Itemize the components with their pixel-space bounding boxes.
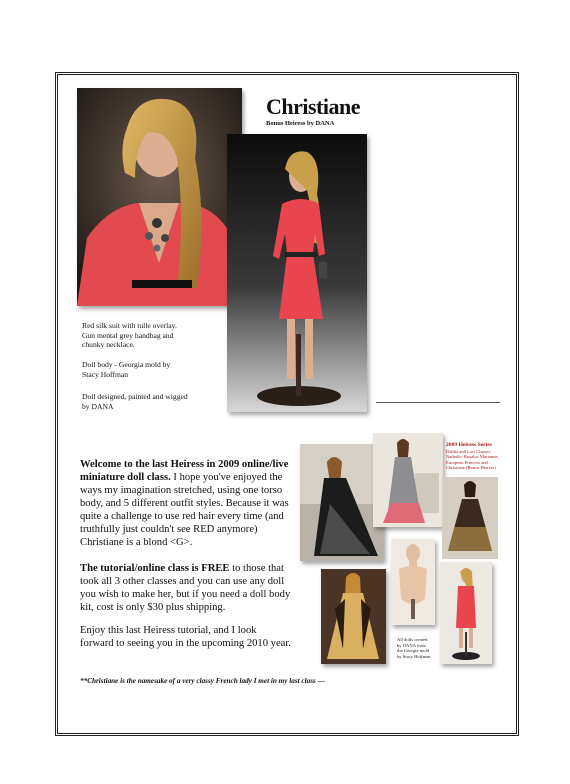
caption-body [82, 360, 212, 379]
closeup-photo [77, 88, 242, 306]
doll-black-gown-photo [300, 444, 384, 561]
footnote: **Christiane is the namesake of a very classy French lady I met in my last class — [80, 677, 325, 685]
caption-line: chunky necklace. [82, 340, 135, 349]
welcome-text: I hope you've enjoyed the ways my imagination stretched, using one torso body, and 5 different outfit styles. Because it was quite a challenge to use red hair every time (and truthfully just couldn't see RED anymore) Christiane is a blond <G>. [80, 472, 289, 548]
closeup-illustration [77, 88, 242, 306]
doll-sepia-dress-illustration [442, 477, 498, 559]
doll-black-gown-illustration [300, 444, 384, 561]
caption-line: Stacy Hoffman [82, 369, 129, 379]
full-length-illustration [227, 134, 367, 412]
caption-line: Gun mental grey handbag and [82, 330, 174, 340]
torso-illustration [391, 539, 435, 625]
divider-rule [376, 402, 500, 403]
welcome-paragraph [80, 458, 292, 549]
welcome-heading: Welcome to the last Heiress in 2009 online/live miniature doll class. [80, 459, 289, 483]
doll-sepia-dress-photo [442, 477, 498, 559]
credit-note [397, 637, 442, 659]
tutorial-paragraph [80, 562, 292, 614]
series-note-line: Nathalie, Rosalia, Marianne, [446, 454, 499, 460]
credit-note-line: by DANA from [397, 642, 426, 648]
series-note-line: Dahlia and Lori Classes: [446, 448, 492, 454]
doll-grey-dress-illustration [373, 433, 443, 527]
series-note-heading: 2009 Heiress Series [446, 442, 492, 448]
tutorial-text: to those that took all 3 other classes and you can use any doll you wish to make her, but if you need a doll body kit, cost is only $30 plus shipping. [80, 563, 291, 613]
doll-title: Christiane [266, 94, 360, 119]
credit-note-line: the Georgia mold [397, 648, 430, 654]
doll-red-suit-small-illustration [440, 562, 492, 664]
series-note [446, 443, 500, 471]
caption-line: by DANA [82, 401, 114, 411]
caption-line: Doll body - Georgia mold by [82, 360, 171, 369]
full-length-photo [227, 134, 367, 412]
doll-gold-gown-illustration [321, 569, 386, 664]
closing-paragraph: Enjoy this last Heiress tutorial, and I look forward to seeing you in the upcoming 2010 year. [80, 625, 291, 649]
series-note-line: Christiane (Bonus Heiress) [446, 465, 496, 471]
torso-photo [391, 539, 435, 625]
doll-red-suit-small-photo [440, 562, 492, 664]
caption-designer [82, 392, 212, 411]
caption-outfit [82, 321, 212, 350]
doll-subtitle: Bonus Heiress by DANA [266, 120, 335, 127]
tutorial-heading: The tutorial/online class is FREE [80, 563, 230, 574]
series-note-line: European Princess and [446, 459, 488, 465]
doll-gold-gown-photo [321, 569, 386, 664]
doll-grey-dress-photo [373, 433, 443, 527]
credit-note-line: by Stacy Hoffman [397, 653, 431, 659]
credit-note-line: All dolls created [397, 637, 428, 642]
caption-line: Red silk suit with tulle overlay. [82, 321, 177, 330]
caption-line: Doll designed, painted and wigged [82, 392, 188, 401]
